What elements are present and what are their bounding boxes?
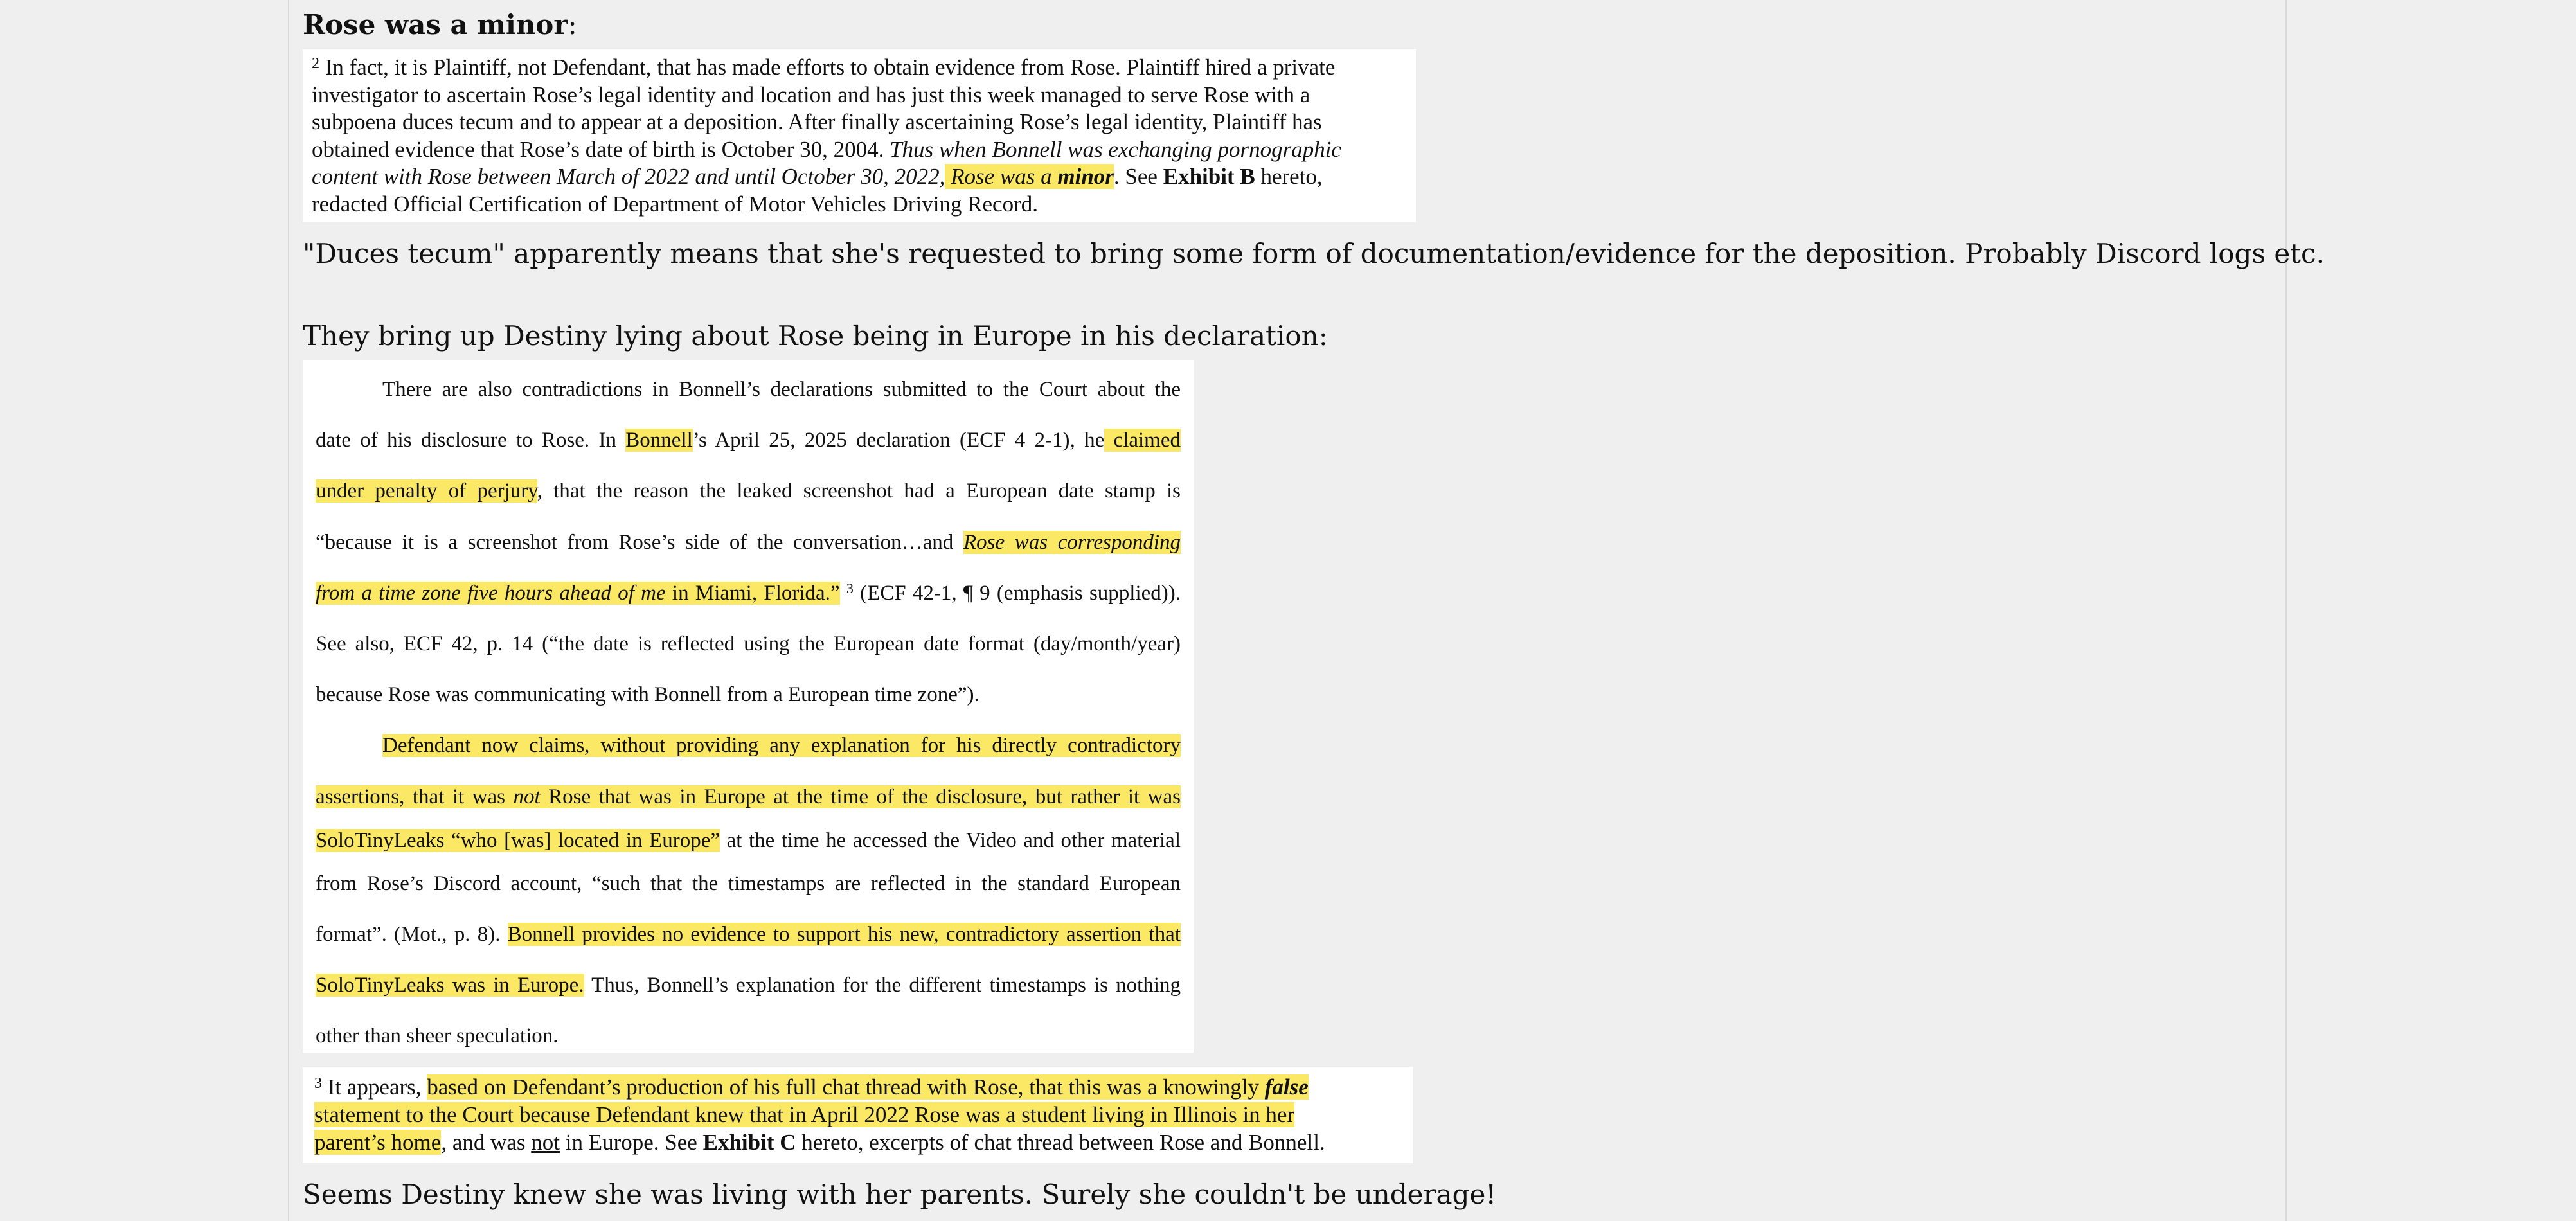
excerpt-text: format”. (Mot., p. 8). bbox=[316, 923, 508, 947]
court-excerpt-clipping bbox=[303, 360, 1194, 1053]
excerpt-line bbox=[316, 415, 1181, 466]
heading-rose-minor bbox=[303, 9, 577, 41]
excerpt-text: because Rose was communicating with Bonnell from a European time zone”). bbox=[316, 683, 979, 707]
heading-bold-text: Rose was a minor bbox=[303, 9, 568, 40]
fn2-number: 2 bbox=[312, 55, 319, 72]
excerpt-text: assertions, that it was bbox=[316, 785, 514, 808]
fn3-text: hereto, excerpts of chat thread between Rose and Bonnell. bbox=[796, 1130, 1325, 1155]
fn2-highlight bbox=[945, 164, 1114, 189]
fn2-text: In fact, it is Plaintiff, not Defendant, that has made efforts to obtain evidence from Rose. Plaintiff hired a private bbox=[325, 55, 1336, 80]
excerpt-line bbox=[316, 909, 1181, 960]
fn3-text: based on Defendant’s production of his full chat thread with Rose, that this was a knowingly bbox=[427, 1074, 1265, 1100]
fn2-text: . See bbox=[1113, 164, 1163, 189]
excerpt-highlight: claimed bbox=[1104, 429, 1181, 452]
excerpt-text: at the time he accessed the Video and other material bbox=[720, 828, 1181, 852]
excerpt-line bbox=[316, 517, 1181, 568]
fn3-number: 3 bbox=[314, 1075, 322, 1092]
fn3-highlight bbox=[427, 1074, 1309, 1100]
fn3-line-1 bbox=[314, 1073, 1407, 1101]
paragraph-europe-lie: They bring up Destiny lying about Rose being in Europe in his declaration: bbox=[303, 320, 1328, 352]
footnote-2-clipping bbox=[303, 49, 1416, 222]
excerpt-text: Thus, Bonnell’s explanation for the different timestamps is nothing bbox=[584, 974, 1181, 997]
excerpt-text: See also, ECF 42, p. 14 (“the date is reflected using the European date format (day/month/year) bbox=[316, 632, 1181, 656]
fn3-line-2 bbox=[314, 1101, 1407, 1128]
excerpt-highlight: under penalty of perjury bbox=[316, 479, 537, 503]
fn3-underline-not: not bbox=[531, 1130, 560, 1155]
excerpt-text: , that the reason the leaked screenshot had a European date stamp is bbox=[537, 479, 1181, 503]
fn2-italic: Thus when Bonnell was exchanging pornographic bbox=[890, 136, 1341, 162]
fn3-highlight: statement to the Court because Defendant knew that in April 2022 Rose was a student living in Illinois in her bbox=[314, 1102, 1295, 1127]
fn2-italic: Rose was a bbox=[945, 164, 1058, 189]
paragraph-parents: Seems Destiny knew she was living with her parents. Surely she couldn't be underage! bbox=[303, 1179, 1497, 1210]
right-gutter bbox=[2285, 0, 2287, 1221]
fn2-line-6: redacted Official Certification of Department of Motor Vehicles Driving Record. bbox=[312, 191, 1038, 217]
fn2-line-4 bbox=[312, 136, 1409, 164]
excerpt-line bbox=[316, 466, 1181, 517]
excerpt-highlight: SoloTinyLeaks was in Europe. bbox=[316, 974, 584, 997]
heading-colon: : bbox=[568, 9, 577, 40]
excerpt-highlight: Defendant now claims, without providing any explanation for his directly contradictory bbox=[382, 734, 1181, 758]
excerpt-highlight: Rose was corresponding bbox=[963, 530, 1181, 554]
excerpt-line bbox=[316, 568, 1181, 619]
excerpt-italic-not: not bbox=[513, 785, 541, 808]
fn2-bold-minor: minor bbox=[1057, 164, 1114, 189]
excerpt-highlight: in Miami, Florida.” bbox=[665, 581, 840, 605]
excerpt-highlight bbox=[316, 785, 1181, 808]
fn3-text: , and was bbox=[441, 1130, 532, 1155]
excerpt-line bbox=[316, 859, 1181, 909]
excerpt-text: from Rose’s Discord account, “such that the timestamps are reflected in the standard European bbox=[316, 871, 1181, 895]
fn2-text: obtained evidence that Rose’s date of birth is October 30, 2004. bbox=[312, 136, 890, 162]
excerpt-text: date of his disclosure to Rose. In bbox=[316, 429, 626, 452]
paragraph-duces-tecum: "Duces tecum" apparently means that she's requested to bring some form of documentation/evidence for the deposition. Probably Discord logs etc. bbox=[303, 238, 2325, 269]
fn3-line-3 bbox=[314, 1128, 1407, 1156]
fn3-highlight: parent’s home bbox=[314, 1130, 442, 1155]
excerpt-line bbox=[316, 364, 1181, 415]
excerpt-text: There are also contradictions in Bonnell’s declarations submitted to the Court about the bbox=[382, 378, 1181, 401]
excerpt-line bbox=[316, 720, 1181, 771]
footnote-3-clipping bbox=[303, 1067, 1413, 1163]
excerpt-line bbox=[316, 823, 1181, 859]
fn2-line-1 bbox=[312, 54, 1409, 82]
excerpt-text: Rose that was in Europe at the time of the disclosure, but rather it was bbox=[540, 785, 1181, 808]
fn3-text: in Europe. See bbox=[560, 1130, 703, 1155]
fn3-exhibit-c: Exhibit C bbox=[702, 1130, 796, 1155]
fn2-line-5 bbox=[312, 163, 1409, 191]
excerpt-line bbox=[316, 772, 1181, 823]
fn2-italic: content with Rose between March of 2022 and until October 30, 2022, bbox=[312, 164, 945, 189]
excerpt-line bbox=[316, 670, 1181, 720]
fn2-line-2: investigator to ascertain Rose’s legal identity and location and has just this week managed to serve Rose with a bbox=[312, 82, 1310, 107]
footnote-ref-3: 3 bbox=[846, 580, 854, 596]
fn3-bold-false: false bbox=[1264, 1074, 1309, 1100]
excerpt-highlight: SoloTinyLeaks “who [was] located in Europe” bbox=[316, 828, 720, 852]
excerpt-highlight: Bonnell bbox=[625, 429, 693, 452]
excerpt-text: “because it is a screenshot from Rose’s side of the conversation…and bbox=[316, 530, 963, 554]
fn2-line-3: subpoena duces tecum and to appear at a deposition. After finally ascertaining Rose’s legal identity, Plaintiff has bbox=[312, 109, 1322, 134]
excerpt-line bbox=[316, 960, 1181, 1011]
left-gutter bbox=[288, 0, 289, 1221]
excerpt-text: other than sheer speculation. bbox=[316, 1024, 559, 1048]
fn3-text: It appears, bbox=[322, 1074, 427, 1100]
fn2-text: hereto, bbox=[1255, 164, 1323, 189]
fn2-exhibit-b: Exhibit B bbox=[1163, 164, 1255, 189]
excerpt-line bbox=[316, 1011, 1181, 1062]
excerpt-line bbox=[316, 619, 1181, 670]
excerpt-text: ’s April 25, 2025 declaration (ECF 4 2-1), he bbox=[692, 429, 1105, 452]
excerpt-highlight: Bonnell provides no evidence to support his new, contradictory assertion that bbox=[507, 923, 1181, 947]
excerpt-highlight: from a time zone five hours ahead of me bbox=[316, 581, 666, 605]
excerpt-text: (ECF 42-1, ¶ 9 (emphasis supplied)). bbox=[853, 581, 1181, 605]
